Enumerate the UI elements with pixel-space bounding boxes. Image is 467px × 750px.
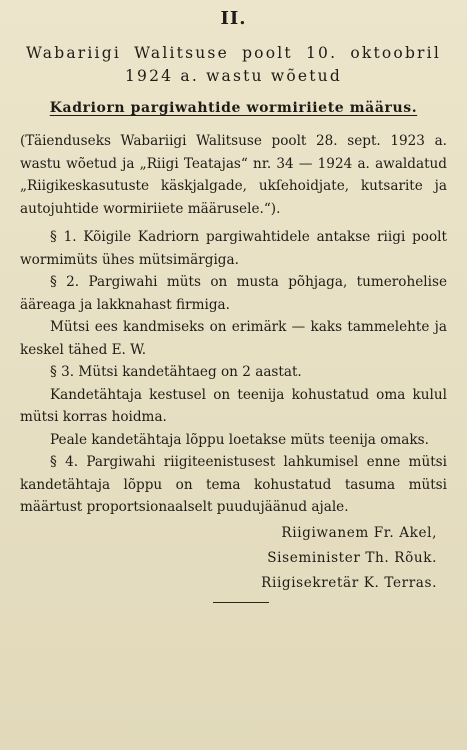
decree-subtitle: Kadriorn pargiwahtide wormiriiete määrus.: [49, 100, 418, 116]
paragraph-3-cont-b: Peale kandetähtaja lõppu loetakse müts teenija omaks.: [50, 431, 429, 448]
signature-block: [20, 521, 447, 596]
paragraph-4: § 4. Pargiwahi riigiteenistusest lahkumisel enne mütsi kandetähtaja lõppu on tema kohustatud tasuma mütsi määrtust proportsionaalselt puudujäänud ajale.: [20, 454, 447, 515]
document-body: [20, 6, 447, 603]
signature-state-secretary: Riigisekretär K. Terras.: [261, 574, 437, 591]
paragraph-3: § 3. Mütsi kandetähtaeg on 2 aastat.: [50, 364, 302, 380]
section-number: II.: [220, 8, 247, 29]
paragraph-3-cont-a: Kandetähtaja kestusel on teenija kohustatud oma kulul mütsi korras hoidma.: [20, 386, 447, 425]
paragraph-2: § 2. Pargiwahi müts on musta põhjaga, tumerohelise ääreaga ja lakknahast firmiga.: [20, 274, 447, 313]
signature-head-of-state: Riigiwanem Fr. Akel,: [281, 524, 437, 541]
supplement-note: (Täienduseks Wabariigi Walitsuse poolt 28. sept. 1923 a. wastu wõetud ja „Riigi Teatajas“ nr. 34 — 1924 a. awaldatud „Riigikeskasutuste käskjalgade, ukſehoidjate, kutsarite ja autojuhtide wormiriiete määrusele.“).: [20, 133, 447, 217]
paragraph-1: § 1. Kõigile Kadriorn pargiwahtidele antakse riigi poolt wormimüts ühes mütsimärgiga.: [20, 229, 447, 268]
decree-title: Wabariigi Walitsuse poolt 10. oktoobril 1924 a. wastu wõetud: [26, 44, 441, 85]
paragraph-2-cont: Mütsi ees kandmiseks on erimärk — kaks tammelehte ja keskel tähed E. W.: [20, 319, 447, 358]
closing-rule: [213, 602, 269, 603]
signature-interior-minister: Siseminister Th. Rõuk.: [267, 549, 437, 566]
